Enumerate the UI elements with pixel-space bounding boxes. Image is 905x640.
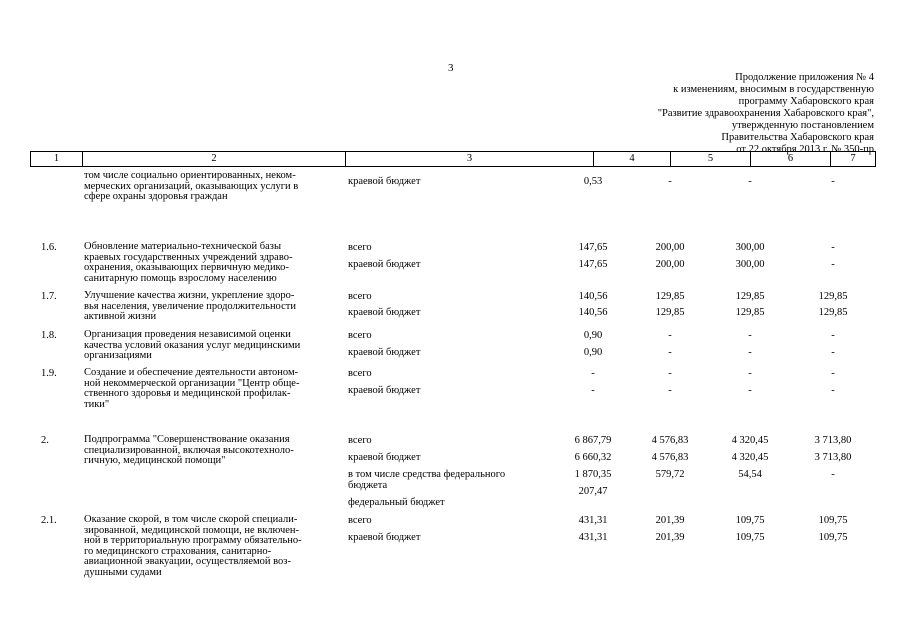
value-col7: 109,75 bbox=[818, 515, 848, 526]
column-header-2: 2 bbox=[82, 152, 345, 166]
annex-header-line: Продолжение приложения № 4 bbox=[735, 72, 874, 83]
value-col5: 200,00 bbox=[655, 259, 685, 270]
funding-source: в том числе средства федерального бюджета bbox=[348, 469, 506, 491]
value-col7: - bbox=[831, 242, 835, 253]
value-col5: - bbox=[668, 330, 672, 341]
funding-source: федеральный бюджет bbox=[348, 497, 445, 508]
value-col6: 300,00 bbox=[735, 242, 765, 253]
value-col5: 201,39 bbox=[655, 532, 685, 543]
funding-source: краевой бюджет bbox=[348, 452, 421, 463]
value-col7: 3 713,80 bbox=[814, 452, 852, 463]
value-col4: 1 870,35 bbox=[574, 469, 612, 480]
row-description bbox=[84, 515, 339, 578]
value-col7: - bbox=[831, 469, 835, 480]
row-description bbox=[84, 368, 339, 410]
funding-source: краевой бюджет bbox=[348, 259, 421, 270]
value-col5: 4 576,83 bbox=[651, 435, 689, 446]
row-number: 2.1. bbox=[41, 515, 57, 526]
value-col4: 147,65 bbox=[578, 242, 608, 253]
value-col4: 140,56 bbox=[578, 307, 608, 318]
annex-header-line: утвержденную постановлением bbox=[731, 120, 874, 131]
value-col7: - bbox=[831, 347, 835, 358]
funding-source: краевой бюджет bbox=[348, 347, 421, 358]
value-col5: - bbox=[668, 176, 672, 187]
value-col4: 431,31 bbox=[578, 515, 608, 526]
value-col6: 54,54 bbox=[738, 469, 762, 480]
annex-header bbox=[574, 72, 874, 156]
description-line: зированной, медицинской помощи, не включен- bbox=[84, 524, 300, 536]
value-col6: 109,75 bbox=[735, 515, 765, 526]
description-line: Обновление материально-технической базы bbox=[84, 241, 281, 252]
description-line: Оказание скорой, в том числе скорой специали- bbox=[84, 514, 298, 525]
value-col5: 200,00 bbox=[655, 242, 685, 253]
description-line: краевых государственных учреждений здраво- bbox=[84, 251, 293, 263]
value-col7: 3 713,80 bbox=[814, 435, 852, 446]
description-line: ной некоммерческой организации "Центр обще- bbox=[84, 377, 300, 389]
funding-source: всего bbox=[348, 291, 372, 302]
funding-source: краевой бюджет bbox=[348, 307, 421, 318]
value-col4: - bbox=[591, 385, 595, 396]
description-line: гичную, медицинской помощи" bbox=[84, 455, 226, 466]
row-description bbox=[84, 330, 339, 362]
value-col6: - bbox=[748, 176, 752, 187]
description-line: Улучшение качества жизни, укрепление здоро- bbox=[84, 290, 295, 301]
description-line: специализированной, включая высокотехноло- bbox=[84, 444, 294, 456]
value-col4: 0,53 bbox=[583, 176, 603, 187]
value-col7: 129,85 bbox=[818, 307, 848, 318]
column-header-3: 3 bbox=[345, 152, 593, 166]
column-header-5: 5 bbox=[670, 152, 750, 166]
row-number: 1.6. bbox=[41, 242, 57, 253]
description-line: организациями bbox=[84, 350, 152, 361]
column-header-row bbox=[30, 151, 876, 167]
description-line: мерческих организаций, оказывающих услуги в bbox=[84, 180, 299, 192]
description-line: Подпрограмма "Совершенствование оказания bbox=[84, 434, 290, 445]
funding-source: всего bbox=[348, 368, 372, 379]
value-col7: - bbox=[831, 176, 835, 187]
column-header-7: 7 bbox=[830, 152, 876, 166]
value-col6: 4 320,45 bbox=[731, 435, 769, 446]
row-description bbox=[84, 291, 339, 323]
value-col6: 4 320,45 bbox=[731, 452, 769, 463]
value-col6: - bbox=[748, 330, 752, 341]
description-line: тики" bbox=[84, 398, 110, 410]
value-col5: 129,85 bbox=[655, 307, 685, 318]
column-header-6: 6 bbox=[750, 152, 830, 166]
funding-source: всего bbox=[348, 242, 372, 253]
description-line: санитарную помощь взрослому населению bbox=[84, 272, 277, 284]
description-line: ной в территориальную программу обязательно- bbox=[84, 535, 302, 546]
funding-source: всего bbox=[348, 435, 372, 446]
value-col6: 109,75 bbox=[735, 532, 765, 543]
annex-header-line: Правительства Хабаровского края bbox=[721, 132, 874, 143]
value-col5: - bbox=[668, 368, 672, 379]
funding-source: краевой бюджет bbox=[348, 385, 421, 396]
row-description bbox=[84, 171, 339, 203]
value-col6: 129,85 bbox=[735, 307, 765, 318]
value-col6: - bbox=[748, 347, 752, 358]
value-col5: 4 576,83 bbox=[651, 452, 689, 463]
funding-source: краевой бюджет bbox=[348, 532, 421, 543]
row-description bbox=[84, 242, 339, 284]
funding-source: всего bbox=[348, 330, 372, 341]
description-line: ственного здоровья и медицинской профилак- bbox=[84, 388, 291, 399]
column-header-4: 4 bbox=[593, 152, 670, 166]
value-col7: - bbox=[831, 368, 835, 379]
value-col4: 431,31 bbox=[578, 532, 608, 543]
value-col5: 129,85 bbox=[655, 291, 685, 302]
description-line: го медицинского страхования, санитарно- bbox=[84, 545, 272, 557]
description-line: охранения, оказывающих первичную медико- bbox=[84, 262, 289, 273]
value-col4: 207,47 bbox=[578, 486, 608, 497]
description-line: вья населения, увеличение продолжительности bbox=[84, 300, 296, 312]
description-line: качества условий оказания услуг медицинскими bbox=[84, 339, 301, 351]
value-col5: - bbox=[668, 347, 672, 358]
funding-source: краевой бюджет bbox=[348, 176, 421, 187]
row-description bbox=[84, 435, 339, 467]
row-number: 1.9. bbox=[41, 368, 57, 379]
annex-header-line: к изменениям, вносимым в государственную bbox=[673, 84, 874, 95]
value-col7: - bbox=[831, 385, 835, 396]
annex-header-line: от 22 октября 2013 г. № 350-пр bbox=[736, 144, 874, 155]
page-number: 3 bbox=[448, 62, 454, 74]
value-col4: 147,65 bbox=[578, 259, 608, 270]
value-col5: - bbox=[668, 385, 672, 396]
value-col6: - bbox=[748, 385, 752, 396]
value-col6: 129,85 bbox=[735, 291, 765, 302]
annex-header-line: "Развитие здравоохранения Хабаровского края", bbox=[657, 108, 874, 119]
description-line: Организация проведения независимой оценки bbox=[84, 329, 291, 340]
row-number: 1.8. bbox=[41, 330, 57, 341]
description-line: душными судами bbox=[84, 566, 162, 578]
description-line: активной жизни bbox=[84, 311, 157, 322]
value-col7: 129,85 bbox=[818, 291, 848, 302]
description-line: Создание и обеспечение деятельности автоном- bbox=[84, 367, 299, 378]
annex-header-line: программу Хабаровского края bbox=[738, 96, 874, 107]
value-col4: - bbox=[591, 368, 595, 379]
value-col6: - bbox=[748, 368, 752, 379]
value-col5: 201,39 bbox=[655, 515, 685, 526]
value-col4: 6 660,32 bbox=[574, 452, 612, 463]
funding-source: всего bbox=[348, 515, 372, 526]
row-number: 2. bbox=[41, 435, 49, 446]
value-col5: 579,72 bbox=[655, 469, 685, 480]
value-col4: 140,56 bbox=[578, 291, 608, 302]
value-col7: 109,75 bbox=[818, 532, 848, 543]
description-line: том числе социально ориентированных, неком- bbox=[84, 170, 296, 181]
column-header-1: 1 bbox=[30, 152, 82, 166]
description-line: сфере охраны здоровья граждан bbox=[84, 191, 228, 202]
value-col6: 300,00 bbox=[735, 259, 765, 270]
value-col7: - bbox=[831, 330, 835, 341]
description-line: авиационной эвакуации, осуществляемой воз- bbox=[84, 556, 291, 567]
value-col4: 0,90 bbox=[583, 330, 603, 341]
value-col4: 6 867,79 bbox=[574, 435, 612, 446]
row-number: 1.7. bbox=[41, 291, 57, 302]
value-col7: - bbox=[831, 259, 835, 270]
value-col4: 0,90 bbox=[583, 347, 603, 358]
